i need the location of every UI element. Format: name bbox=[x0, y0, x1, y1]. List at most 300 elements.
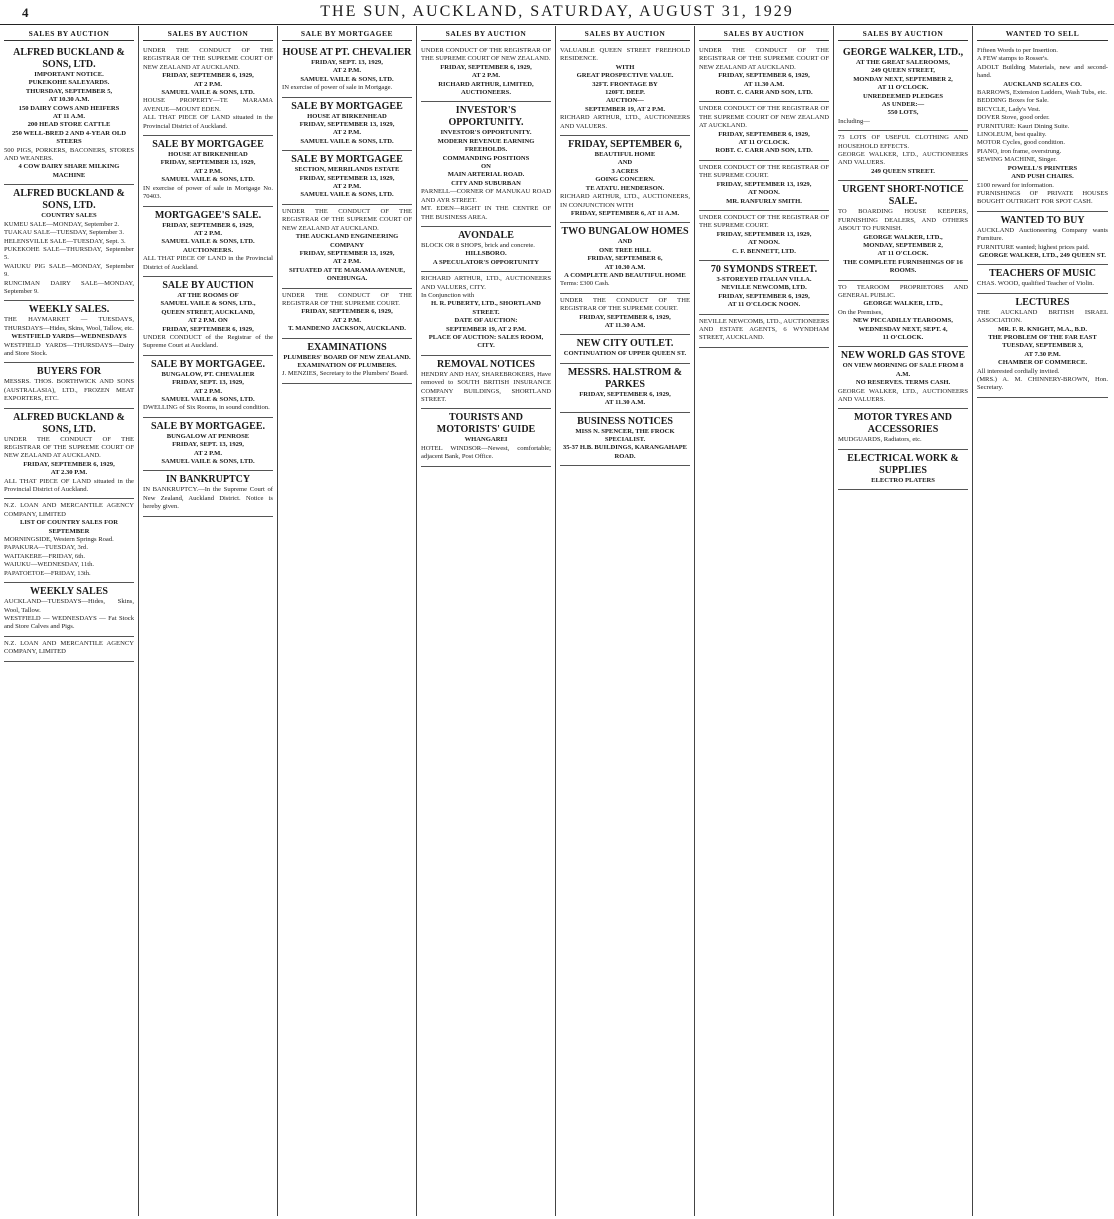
ad-line: SEPTEMBER 19, AT 2 P.M. bbox=[446, 325, 526, 333]
column-3 bbox=[278, 26, 417, 1216]
ad-line: NEW PICCADILLY TEAROOMS, bbox=[853, 317, 953, 325]
ad-line: NEW CITY OUTLET. bbox=[576, 338, 674, 350]
ad-line: PAPAKURA—TUESDAY, 3rd. bbox=[4, 544, 88, 552]
advertisement bbox=[143, 277, 273, 356]
ad-line: 550 LOTS, bbox=[887, 109, 919, 117]
ad-line: PLACE OF AUCTION: SALES ROOM, CITY. bbox=[428, 333, 544, 350]
advertisement bbox=[143, 471, 273, 516]
ad-line: ADOLT Building Materials, new and second-hand. bbox=[977, 63, 1108, 80]
ad-line: SAMUEL VAILE & SONS, LTD. bbox=[161, 396, 255, 403]
ad-line: HENDRY AND HAY, SHAREBROKERS, Have removed to SOUTH BRITISH INSURANCE COMPANY BUILDINGS, SHORTLAND STREET. bbox=[421, 370, 551, 403]
ad-line: ALFRED BUCKLAND & SONS, LTD. bbox=[13, 411, 125, 435]
ad-line: ALFRED BUCKLAND & SONS, LTD. bbox=[13, 188, 125, 212]
advertisement bbox=[282, 44, 412, 98]
ad-line: IN exercise of power of sale in Mortgage No. 70403. bbox=[143, 184, 273, 201]
ad-line: WANTED TO BUY bbox=[1000, 214, 1085, 226]
ad-line: AT THE GREAT SALEROOMS, bbox=[856, 59, 950, 66]
ad-line: 11 O'CLOCK. bbox=[882, 333, 924, 341]
ad-line: GOING CONCERN. bbox=[595, 176, 655, 184]
ad-line: GEORGE WALKER, LTD., AUCTIONEERS AND VALUERS. bbox=[838, 151, 968, 167]
ad-line: AT 2 P.M. ON bbox=[188, 317, 228, 325]
ad-line: 200 HEAD STORE CATTLE bbox=[27, 121, 111, 129]
newspaper-title: THE SUN, AUCKLAND, SATURDAY, AUGUST 31, 1929 bbox=[320, 3, 794, 20]
ad-line: IN exercise of power of sale in Mortgage. bbox=[282, 84, 393, 92]
ad-line: MONDAY NEXT, SEPTEMBER 2, bbox=[853, 75, 953, 83]
ad-line: ELECTRO PLATERS bbox=[871, 476, 935, 484]
ad-line: AT 11.30 A.M. bbox=[604, 399, 646, 407]
ad-line: FRIDAY, SEPTEMBER 13, 1929, bbox=[299, 249, 395, 257]
ad-line: THE AUCKLAND ENGINEERING COMPANY bbox=[295, 233, 399, 249]
ad-line: SAMUEL VAILE & SONS, LTD. bbox=[300, 137, 394, 145]
advertisement bbox=[143, 418, 273, 472]
column-heading: WANTED TO SELL bbox=[977, 26, 1108, 41]
ad-line: CHAMBER OF COMMERCE. bbox=[998, 359, 1087, 367]
advertisement bbox=[4, 185, 134, 301]
advertisement bbox=[421, 272, 551, 356]
ad-line: AND bbox=[617, 159, 633, 167]
ad-line: 3-STOREYED ITALIAN VILLA. bbox=[716, 275, 812, 283]
column-heading: SALES BY AUCTION bbox=[143, 26, 273, 41]
ad-line: BLOCK OR 8 SHOPS, brick and concrete. bbox=[421, 241, 535, 249]
ad-line: BEAUTIFUL HOME bbox=[594, 151, 656, 159]
ad-line: AT NOON. bbox=[748, 239, 780, 247]
ad-line: N.Z. LOAN AND MERCANTILE AGENCY COMPANY, LIMITED bbox=[4, 639, 134, 656]
ad-line: T. MANDENO JACKSON, AUCKLAND. bbox=[288, 325, 406, 333]
ad-line: INVESTOR'S OPPORTUNITY. bbox=[440, 129, 532, 137]
ad-line: FRIDAY, SEPTEMBER 13, 1929, bbox=[299, 121, 395, 129]
advertisement bbox=[4, 583, 134, 637]
advertisement bbox=[282, 98, 412, 152]
ad-line: RICHARD ARTHUR, LTD., AUCTIONEERS, IN CONJUNCTION WITH bbox=[560, 193, 690, 209]
ad-line: WEEKLY SALES. bbox=[28, 304, 110, 316]
advertisement bbox=[560, 223, 690, 293]
ad-line: In Conjunction with bbox=[421, 291, 475, 299]
ad-line: LIST OF COUNTRY SALES FOR SEPTEMBER bbox=[19, 519, 119, 535]
ad-line: FRIDAY, SEPTEMBER 6, 1929, bbox=[718, 72, 810, 80]
ad-line: SAMUEL VAILE & SONS, LTD. bbox=[300, 75, 394, 83]
ad-line: GEORGE WALKER, LTD., bbox=[863, 233, 943, 241]
advertisement bbox=[977, 294, 1108, 398]
ad-line: KUMEU SALE—MONDAY, September 2. bbox=[4, 220, 120, 228]
ad-line: AT NOON. bbox=[748, 189, 780, 197]
ad-line: REMOVAL NOTICES bbox=[437, 358, 535, 370]
ad-line: WESTFIELD YARDS—THURSDAYS—Dairy and Store Stock. bbox=[4, 341, 134, 357]
ad-line: WESTFIELD YARDS—WEDNESDAYS bbox=[11, 333, 127, 341]
ad-line: TEACHERS OF MUSIC bbox=[989, 268, 1096, 280]
ad-line: PAPATOETOE—FRIDAY, 13th. bbox=[4, 569, 91, 577]
ad-line: MODERN REVENUE EARNING FREEHOLDS. bbox=[437, 137, 535, 154]
advertisement bbox=[838, 281, 968, 348]
ad-line: 35-37 H.B. BUILDINGS, KARANGAHAPE ROAD. bbox=[562, 444, 688, 460]
ad-line: DOVER Stove, good order. bbox=[977, 114, 1050, 122]
ad-line: FRIDAY, SEPTEMBER 6, 1929, bbox=[440, 63, 532, 71]
ad-line: 249 QUEEN STREET. bbox=[871, 167, 935, 175]
ad-line: BEDDING Boxes for Sale. bbox=[977, 97, 1049, 105]
ad-line: AUCTIONEERS. bbox=[182, 246, 233, 254]
ad-line: TUAKAU SALE—TUESDAY, September 3. bbox=[4, 229, 124, 237]
ad-line: EXAMINATION OF PLUMBERS. bbox=[297, 361, 397, 369]
ad-line: COMMANDING POSITIONS bbox=[442, 154, 530, 162]
ad-line: WHANGAREI bbox=[464, 436, 508, 444]
ad-line: AUCTION— bbox=[606, 97, 644, 105]
ad-line: ELECTRICAL WORK & SUPPLIES bbox=[847, 452, 959, 476]
ad-line: HOUSE AT PT. CHEVALIER bbox=[282, 47, 412, 58]
ad-line: SEWING MACHINE, Singer. bbox=[977, 156, 1057, 164]
ad-line: ALFRED BUCKLAND & SONS, LTD. bbox=[13, 47, 125, 70]
ad-line: UNDER CONDUCT OF THE REGISTRAR OF THE SUPREME COURT. bbox=[699, 213, 829, 230]
ad-line: SEPTEMBER 19, AT 2 P.M. bbox=[585, 105, 665, 113]
ad-line: URGENT SHORT-NOTICE SALE. bbox=[842, 184, 964, 208]
ad-line: TUESDAY, SEPTEMBER 3, bbox=[1002, 342, 1083, 350]
ad-line: (MRS.) A. M. CHINNERY-BROWN, Hon. Secretary. bbox=[977, 376, 1108, 392]
advertisement bbox=[560, 413, 690, 467]
ad-line: C. F. BENNETT, LTD. bbox=[732, 247, 796, 255]
ad-line: UNDER CONDUCT OF THE REGISTRAR OF THE SUPREME COURT OF NEW ZEALAND. bbox=[421, 47, 551, 63]
ad-line: AT 2.30 P.M. bbox=[50, 469, 88, 477]
ad-line: A COMPLETE AND BEAUTIFUL HOME bbox=[564, 271, 686, 279]
ad-line: H. R. PUBERTY, LTD., SHORTLAND STREET. bbox=[431, 300, 541, 316]
column-heading: SALES BY AUCTION bbox=[838, 26, 968, 41]
ad-line: AUCKLAND SCALES CO. bbox=[1003, 80, 1082, 88]
ad-line: SALE BY MORTGAGEE bbox=[152, 139, 264, 151]
ad-line: 4 COW DAIRY SHARE MILKING MACHINE bbox=[18, 163, 120, 179]
ad-line: MONDAY, SEPTEMBER 2, bbox=[863, 241, 943, 249]
ad-line: AVONDALE bbox=[458, 229, 514, 241]
advertisement bbox=[282, 205, 412, 289]
column-heading: SALES BY AUCTION bbox=[4, 26, 134, 41]
ad-line: WITH bbox=[615, 63, 635, 71]
ad-line: FRIDAY, SEPTEMBER 6, 1929, bbox=[579, 313, 671, 321]
ad-line: 70 SYMONDS STREET. bbox=[710, 263, 818, 275]
ad-line: UNDER THE CONDUCT OF THE REGISTRAR OF THE SUPREME COURT. bbox=[282, 291, 412, 307]
advertisement bbox=[838, 347, 968, 409]
ad-line: NEVILLE NEWCOMB, LTD. bbox=[721, 284, 807, 292]
ad-line: AND PUSH CHAIRS. bbox=[1011, 173, 1074, 181]
ad-line: 250 WELL-BRED 2 AND 4-YEAR OLD STEERS bbox=[12, 129, 126, 146]
ad-line: UNDER CONDUCT OF THE REGISTRAR OF THE SUPREME COURT. bbox=[699, 163, 829, 180]
ad-line: LINOLEUM, best quality. bbox=[977, 131, 1047, 139]
advertisement bbox=[421, 227, 551, 272]
ad-line: PUKEKOHE SALEYARDS. bbox=[28, 79, 110, 87]
ad-line: UNDER THE CONDUCT OF THE REGISTRAR OF THE SUPREME COURT OF NEW ZEALAND AT AUCKLAND. bbox=[143, 47, 273, 71]
ad-line: ALL THAT PIECE OF LAND situated in the Provincial District of Auckland. bbox=[143, 114, 273, 130]
ad-line: BUNGALOW AT PENROSE bbox=[166, 432, 250, 440]
advertisement bbox=[4, 363, 134, 408]
ad-line: ALL THAT PIECE OF LAND in the Provincial District of Auckland. bbox=[143, 255, 273, 271]
ad-line: FRIDAY, SEPTEMBER 6, 1929, bbox=[718, 292, 810, 300]
ad-line: POWELL'S PRINTERS bbox=[1007, 164, 1078, 172]
ad-line: 73 LOTS OF USEFUL CLOTHING AND HOUSEHOLD EFFECTS. bbox=[838, 134, 968, 150]
ad-line: FRIDAY, SEPTEMBER 6, AT 11 A.M. bbox=[570, 209, 680, 217]
ad-line: AT 2 P.M. bbox=[193, 167, 223, 175]
ad-line: RUNCIMAN DAIRY SALE—MONDAY, September 9. bbox=[4, 279, 134, 295]
ad-line: AT 2 P.M. bbox=[193, 80, 223, 88]
advertisement bbox=[699, 44, 829, 102]
advertisement bbox=[4, 499, 134, 583]
column-2 bbox=[139, 26, 278, 1216]
ad-line: RICHARD ARTHUR, LTD., AUCTIONEERS AND VALUERS, CITY. bbox=[421, 275, 551, 291]
ad-line: FRIDAY, SEPTEMBER 6, 1929, bbox=[301, 308, 393, 316]
advertisement bbox=[838, 131, 968, 181]
advertisement bbox=[560, 44, 690, 136]
advertisement bbox=[560, 364, 690, 413]
ad-line: AT 2 P.M. bbox=[193, 229, 223, 237]
advertisement bbox=[143, 207, 273, 277]
ad-line: PLUMBERS' BOARD OF NEW ZEALAND. bbox=[283, 353, 411, 361]
advertisement bbox=[838, 44, 968, 131]
ad-line: ON VIEW MORNING OF SALE FROM 8 A.M. bbox=[842, 362, 964, 378]
advertisement bbox=[4, 301, 134, 363]
ad-line: WESTFIELD — WEDNESDAYS — Fat Stock and Store Calves and Pigs. bbox=[4, 614, 134, 631]
ad-line: HOUSE PROPERTY—TE MARAMA AVENUE—MOUNT EDEN. bbox=[143, 97, 273, 113]
advertisement bbox=[421, 102, 551, 226]
ad-line: UNDER THE CONDUCT OF THE REGISTRAR OF THE SUPREME COURT OF NEW ZEALAND AT AUCKLAND. bbox=[699, 47, 829, 71]
column-7 bbox=[834, 26, 973, 1216]
ad-line: GEORGE WALKER, LTD., 249 QUEEN ST. bbox=[979, 251, 1106, 259]
ad-line: 3 ACRES bbox=[611, 167, 639, 175]
ad-line: THE AUCKLAND BRITISH ISRAEL ASSOCIATION. bbox=[977, 308, 1108, 325]
advertisement bbox=[699, 161, 829, 211]
ad-line: THE COMPLETE FURNISHINGS OF 16 ROOMS. bbox=[843, 258, 963, 275]
ad-line: VALUABLE QUEEN STREET FREEHOLD RESIDENCE. bbox=[560, 47, 690, 63]
ad-line: UNREDEEMED PLEDGES bbox=[862, 92, 944, 100]
ad-line: SALE BY MORTGAGEE bbox=[291, 154, 403, 166]
ad-line: BUSINESS NOTICES bbox=[577, 415, 673, 427]
advertisement bbox=[4, 637, 134, 662]
ad-line: UNDER CONDUCT OF THE REGISTRAR OF THE SUPREME COURT OF NEW ZEALAND AT AUCKLAND. bbox=[699, 105, 829, 130]
advertisement bbox=[977, 44, 1108, 212]
ad-line: ONE TREE HILL bbox=[599, 246, 651, 254]
ad-line: SALE BY MORTGAGEE. bbox=[150, 420, 266, 432]
ad-line: NEW WORLD GAS STOVE bbox=[840, 350, 966, 362]
ad-line: PUKEKOHE SALE—THURSDAY, September 5. bbox=[4, 245, 134, 262]
ad-line: SECTION, MERRILANDS ESTATE bbox=[294, 166, 400, 174]
ad-line: AT 10.30 A.M. bbox=[604, 263, 646, 271]
ad-line: GEORGE WALKER, LTD., AUCTIONEERS AND VALUERS. bbox=[838, 387, 968, 403]
ad-line: AT 7.30 P.M. bbox=[1024, 350, 1061, 358]
ad-line: MISS N. SPENCER, THE FROCK SPECIALIST. bbox=[575, 427, 675, 443]
ad-line: CITY AND SUBURBAN bbox=[451, 179, 521, 187]
ad-line: AS UNDER:— bbox=[881, 101, 925, 109]
ad-line: IN BANKRUPTCY bbox=[165, 474, 251, 486]
ad-line: FRIDAY, SEPTEMBER 13, 1929, bbox=[716, 180, 812, 188]
ad-line: AT 2 P.M. bbox=[332, 129, 362, 137]
ad-line: BICYCLE, Lady's Vest. bbox=[977, 105, 1041, 113]
advertisement bbox=[560, 294, 690, 336]
ad-line: 500 PIGS, PORKERS, BACONERS, STORES AND WEANERS. bbox=[4, 146, 134, 163]
column-5 bbox=[556, 26, 695, 1216]
ad-line: HOTEL WINDSOR—Newest, comfortable; adjacent Bank, Post Office. bbox=[421, 444, 551, 461]
ad-line: MUDGUARDS, Radiators, etc. bbox=[838, 436, 922, 444]
advertisement bbox=[282, 151, 412, 205]
ad-line: 32FT. FRONTAGE BY bbox=[592, 80, 658, 88]
ad-line: WAITAKERE—FRIDAY, 6th. bbox=[4, 552, 85, 560]
ad-line: MORNINGSIDE, Western Springs Road. bbox=[4, 536, 114, 544]
ad-line: FRIDAY, SEPTEMBER 6, bbox=[587, 255, 663, 263]
ad-line: UNDER THE CONDUCT OF THE REGISTRAR OF THE SUPREME COURT. bbox=[560, 296, 690, 313]
advertisement bbox=[838, 409, 968, 449]
advertisement bbox=[699, 211, 829, 261]
ad-line: GREAT PROSPECTIVE VALUE. bbox=[576, 72, 674, 80]
ad-line: FRIDAY, SEPTEMBER 13, 1929, bbox=[160, 159, 256, 167]
ad-line: BUYERS FOR bbox=[36, 366, 102, 378]
ad-line: AT 10.30 A.M. bbox=[48, 96, 90, 104]
ad-line: FURNISHINGS OF PRIVATE HOUSES BOUGHT OUTRIGHT FOR SPOT CASH. bbox=[977, 189, 1108, 206]
ad-line: A FEW stamps to Rosser's. bbox=[977, 55, 1049, 63]
ad-line: AT 2 P.M. bbox=[332, 183, 362, 191]
advertisement bbox=[143, 44, 273, 136]
ad-line: THE PROBLEM OF THE FAR EAST bbox=[988, 333, 1097, 341]
ad-line: 249 QUEEN STREET, bbox=[871, 67, 935, 75]
ad-line: FRIDAY, SEPTEMBER 13, 1929, bbox=[716, 230, 812, 238]
ad-line: COUNTRY SALES bbox=[41, 212, 97, 220]
ad-line: EXAMINATIONS bbox=[307, 341, 387, 353]
page-number: 4 bbox=[22, 5, 29, 20]
column-4 bbox=[417, 26, 556, 1216]
ad-line: ROBT. C. CARR AND SON, LTD. bbox=[715, 89, 813, 97]
ad-line: FRIDAY, SEPT. 13, 1929, bbox=[172, 441, 244, 449]
ad-line: SAMUEL VAILE & SONS, LTD. bbox=[161, 176, 255, 184]
ad-line: BARROWS, Extension Ladders, Wash Tubs, etc. bbox=[977, 89, 1107, 97]
ad-line: CONTINUATION OF UPPER QUEEN ST. bbox=[563, 350, 687, 358]
ad-line: NO RESERVES. TERMS CASH. bbox=[855, 379, 951, 387]
advertisement bbox=[977, 212, 1108, 266]
column-heading: SALES BY AUCTION bbox=[560, 26, 690, 41]
ad-line: SAMUEL VAILE & SONS, LTD., bbox=[160, 300, 256, 308]
advertisement bbox=[143, 356, 273, 418]
advertisement bbox=[282, 339, 412, 384]
ad-line: TO TEAROOM PROPRIETORS AND GENERAL PUBLIC. bbox=[838, 283, 968, 299]
columns-container bbox=[0, 26, 1114, 1216]
ad-line: AT 11 O'CLOCK. bbox=[877, 250, 929, 258]
ad-line: Terms: £300 Cash. bbox=[560, 280, 610, 288]
ad-line: GEORGE WALKER, LTD., bbox=[863, 300, 943, 308]
ad-line: AT 11 O'CLOCK NOON. bbox=[727, 301, 801, 309]
ad-line: HELENSVILLE SALE—TUESDAY, Sept. 3. bbox=[4, 237, 126, 245]
advertisement bbox=[421, 409, 551, 466]
ad-line: AT 2 P.M. bbox=[193, 387, 223, 395]
ad-line: FRIDAY, SEPTEMBER 6, 1929, bbox=[162, 221, 254, 229]
ad-line: WEEKLY SALES bbox=[30, 586, 108, 598]
ad-line: PIANO, iron frame, overstrung. bbox=[977, 147, 1062, 155]
ad-line: AUCKLAND—TUESDAYS—Hides, Skins, Wool, Tallow. bbox=[4, 598, 134, 614]
advertisement bbox=[4, 409, 134, 500]
ad-line: WAIUKU PIG SALE—MONDAY, September 9. bbox=[4, 262, 134, 279]
ad-line: FRIDAY, SEPTEMBER 6, bbox=[568, 139, 682, 151]
advertisement bbox=[4, 44, 134, 185]
ad-line: NEVILLE NEWCOMB, LTD., AUCTIONEERS AND ESTATE AGENTS, 6 WYNDHAM STREET, AUCKLAND. bbox=[699, 317, 829, 342]
ad-line: ALL THAT PIECE OF LAND situated in the Provincial District of Auckland. bbox=[4, 477, 134, 494]
ad-line: SALE BY AUCTION bbox=[162, 279, 254, 291]
ad-line: MORTGAGEE'S SALE. bbox=[154, 209, 262, 221]
ad-line: CHAS. WOOD, qualified Teacher of Violin. bbox=[977, 280, 1095, 288]
advertisement bbox=[282, 289, 412, 339]
ad-line: BUNGALOW, PT. CHEVALIER bbox=[161, 370, 255, 378]
ad-line: 150 DAIRY COWS AND HEIFERS bbox=[18, 104, 120, 112]
ad-line: J. MENZIES, Secretary to the Plumbers' Board. bbox=[282, 370, 409, 378]
advertisement bbox=[699, 261, 829, 315]
ad-line: AT 11.30 A.M. bbox=[743, 80, 785, 88]
ad-line: MR. F. R. KNIGHT, M.A., B.D. bbox=[997, 325, 1087, 333]
ad-line: 120FT. DEEP. bbox=[605, 89, 645, 97]
ad-line: £100 reward for information. bbox=[977, 181, 1054, 189]
ad-line: ROBT. C. CARR AND SON, LTD. bbox=[715, 147, 813, 155]
ad-line: GEORGE WALKER, LTD., bbox=[842, 47, 964, 58]
ad-line: TO BOARDING HOUSE KEEPERS, FURNISHING DEALERS, AND OTHERS ABOUT TO FURNISH. bbox=[838, 208, 968, 233]
ad-line: AT 11 A.M. bbox=[53, 113, 85, 121]
ad-line: TWO BUNGALOW HOMES bbox=[561, 226, 689, 238]
ad-line: TOURISTS AND MOTORISTS' GUIDE bbox=[436, 412, 536, 436]
ad-line: IN BANKRUPTCY.—In the Supreme Court of New Zealand, Auckland District. Notice is hereby given. bbox=[143, 486, 273, 511]
ad-line: LECTURES bbox=[1015, 296, 1070, 308]
ad-line: THE HAYMARKET — TUESDAYS, THURSDAYS—Hides, Skins, Wool, Tallow, etc. bbox=[4, 316, 134, 332]
ad-line: FURNITURE wanted; highest prices paid. bbox=[977, 243, 1090, 251]
ad-line: AND bbox=[617, 238, 633, 246]
ad-line: FURNITURE: Kauri Dining Suite. bbox=[977, 122, 1070, 130]
ad-line: HOUSE AT BIRKENHEAD bbox=[168, 151, 248, 159]
ad-line: SAMUEL VAILE & SONS, LTD. bbox=[161, 458, 255, 466]
ad-line: QUEEN STREET, AUCKLAND, bbox=[161, 308, 255, 316]
advertisement bbox=[699, 315, 829, 348]
ad-line: INVESTOR'S OPPORTUNITY. bbox=[448, 105, 524, 129]
ad-line: MESSRS. HALSTROM & PARKES bbox=[567, 366, 683, 390]
advertisement bbox=[838, 450, 968, 490]
column-heading: SALES BY AUCTION bbox=[699, 26, 829, 41]
column-heading: SALE BY MORTGAGEE bbox=[282, 26, 412, 41]
ad-line: A SPECULATOR'S OPPORTUNITY bbox=[432, 258, 540, 266]
ad-line: DATE OF AUCTION: bbox=[454, 317, 518, 325]
ad-line: AT 2 P.M. bbox=[332, 316, 362, 324]
ad-line: UNDER THE CONDUCT OF THE REGISTRAR OF THE SUPREME COURT OF NEW ZEALAND AT AUCKLAND. bbox=[4, 435, 134, 460]
column-heading: SALES BY AUCTION bbox=[421, 26, 551, 41]
ad-line: AT 11 O'CLOCK. bbox=[877, 84, 929, 92]
ad-line: DWELLING of Six Rooms, in sound condition. bbox=[143, 404, 270, 412]
ad-line: UNDER CONDUCT of the Registrar of the Supreme Court at Auckland. bbox=[143, 333, 273, 350]
ad-line: SITUATED AT TE MARAMA AVENUE, ONEHUNGA. bbox=[288, 266, 406, 283]
ad-line: Fifteen Words to per Insertion. bbox=[977, 47, 1058, 54]
ad-line: MESSRS. THOS. BORTHWICK AND SONS (AUSTRALASIA), LTD., FROZEN MEAT EXPORTERS, ETC. bbox=[4, 378, 134, 403]
masthead bbox=[0, 0, 1114, 25]
advertisement bbox=[421, 356, 551, 410]
ad-line: MAIN ARTERIAL ROAD. bbox=[447, 171, 525, 179]
ad-line: AT 2 P.M. bbox=[193, 449, 223, 457]
ad-line: FRIDAY, SEPTEMBER 6, 1929, bbox=[718, 130, 810, 138]
ad-line: AT 2 P.M. bbox=[471, 72, 501, 80]
ad-line: FRIDAY, SEPTEMBER 6, 1929, bbox=[23, 460, 115, 468]
ad-line: FRIDAY, SEPT. 13, 1929, bbox=[172, 379, 244, 387]
advertisement bbox=[977, 265, 1108, 293]
ad-line: AT 11.30 A.M. bbox=[604, 321, 646, 329]
ad-line: MOTOR Cycles, good condition. bbox=[977, 139, 1065, 147]
advertisement bbox=[560, 335, 690, 363]
advertisement bbox=[838, 181, 968, 280]
column-6 bbox=[695, 26, 834, 1216]
column-8 bbox=[973, 26, 1112, 1216]
column-1 bbox=[0, 26, 139, 1216]
ad-line: AT 2 P.M. bbox=[332, 67, 362, 75]
ad-line: WEDNESDAY NEXT, SEPT. 4, bbox=[858, 325, 948, 333]
ad-line: FRIDAY, SEPTEMBER 6, 1929, bbox=[579, 390, 671, 398]
ad-line: SALE BY MORTGAGEE. bbox=[150, 358, 266, 370]
ad-line: FRIDAY, SEPTEMBER 6, 1929, bbox=[162, 72, 254, 80]
ad-line: MOTOR TYRES AND ACCESSORIES bbox=[854, 412, 952, 436]
ad-line: FRIDAY, SEPTEMBER 13, 1929, bbox=[299, 174, 395, 182]
ad-line: SALE BY MORTGAGEE bbox=[291, 100, 403, 112]
ad-line: All interested cordially invited. bbox=[977, 367, 1060, 375]
ad-line: SAMUEL VAILE & SONS, LTD. bbox=[300, 191, 394, 199]
ad-line: IMPORTANT NOTICE. bbox=[34, 71, 104, 78]
ad-line: Including— bbox=[838, 117, 870, 125]
